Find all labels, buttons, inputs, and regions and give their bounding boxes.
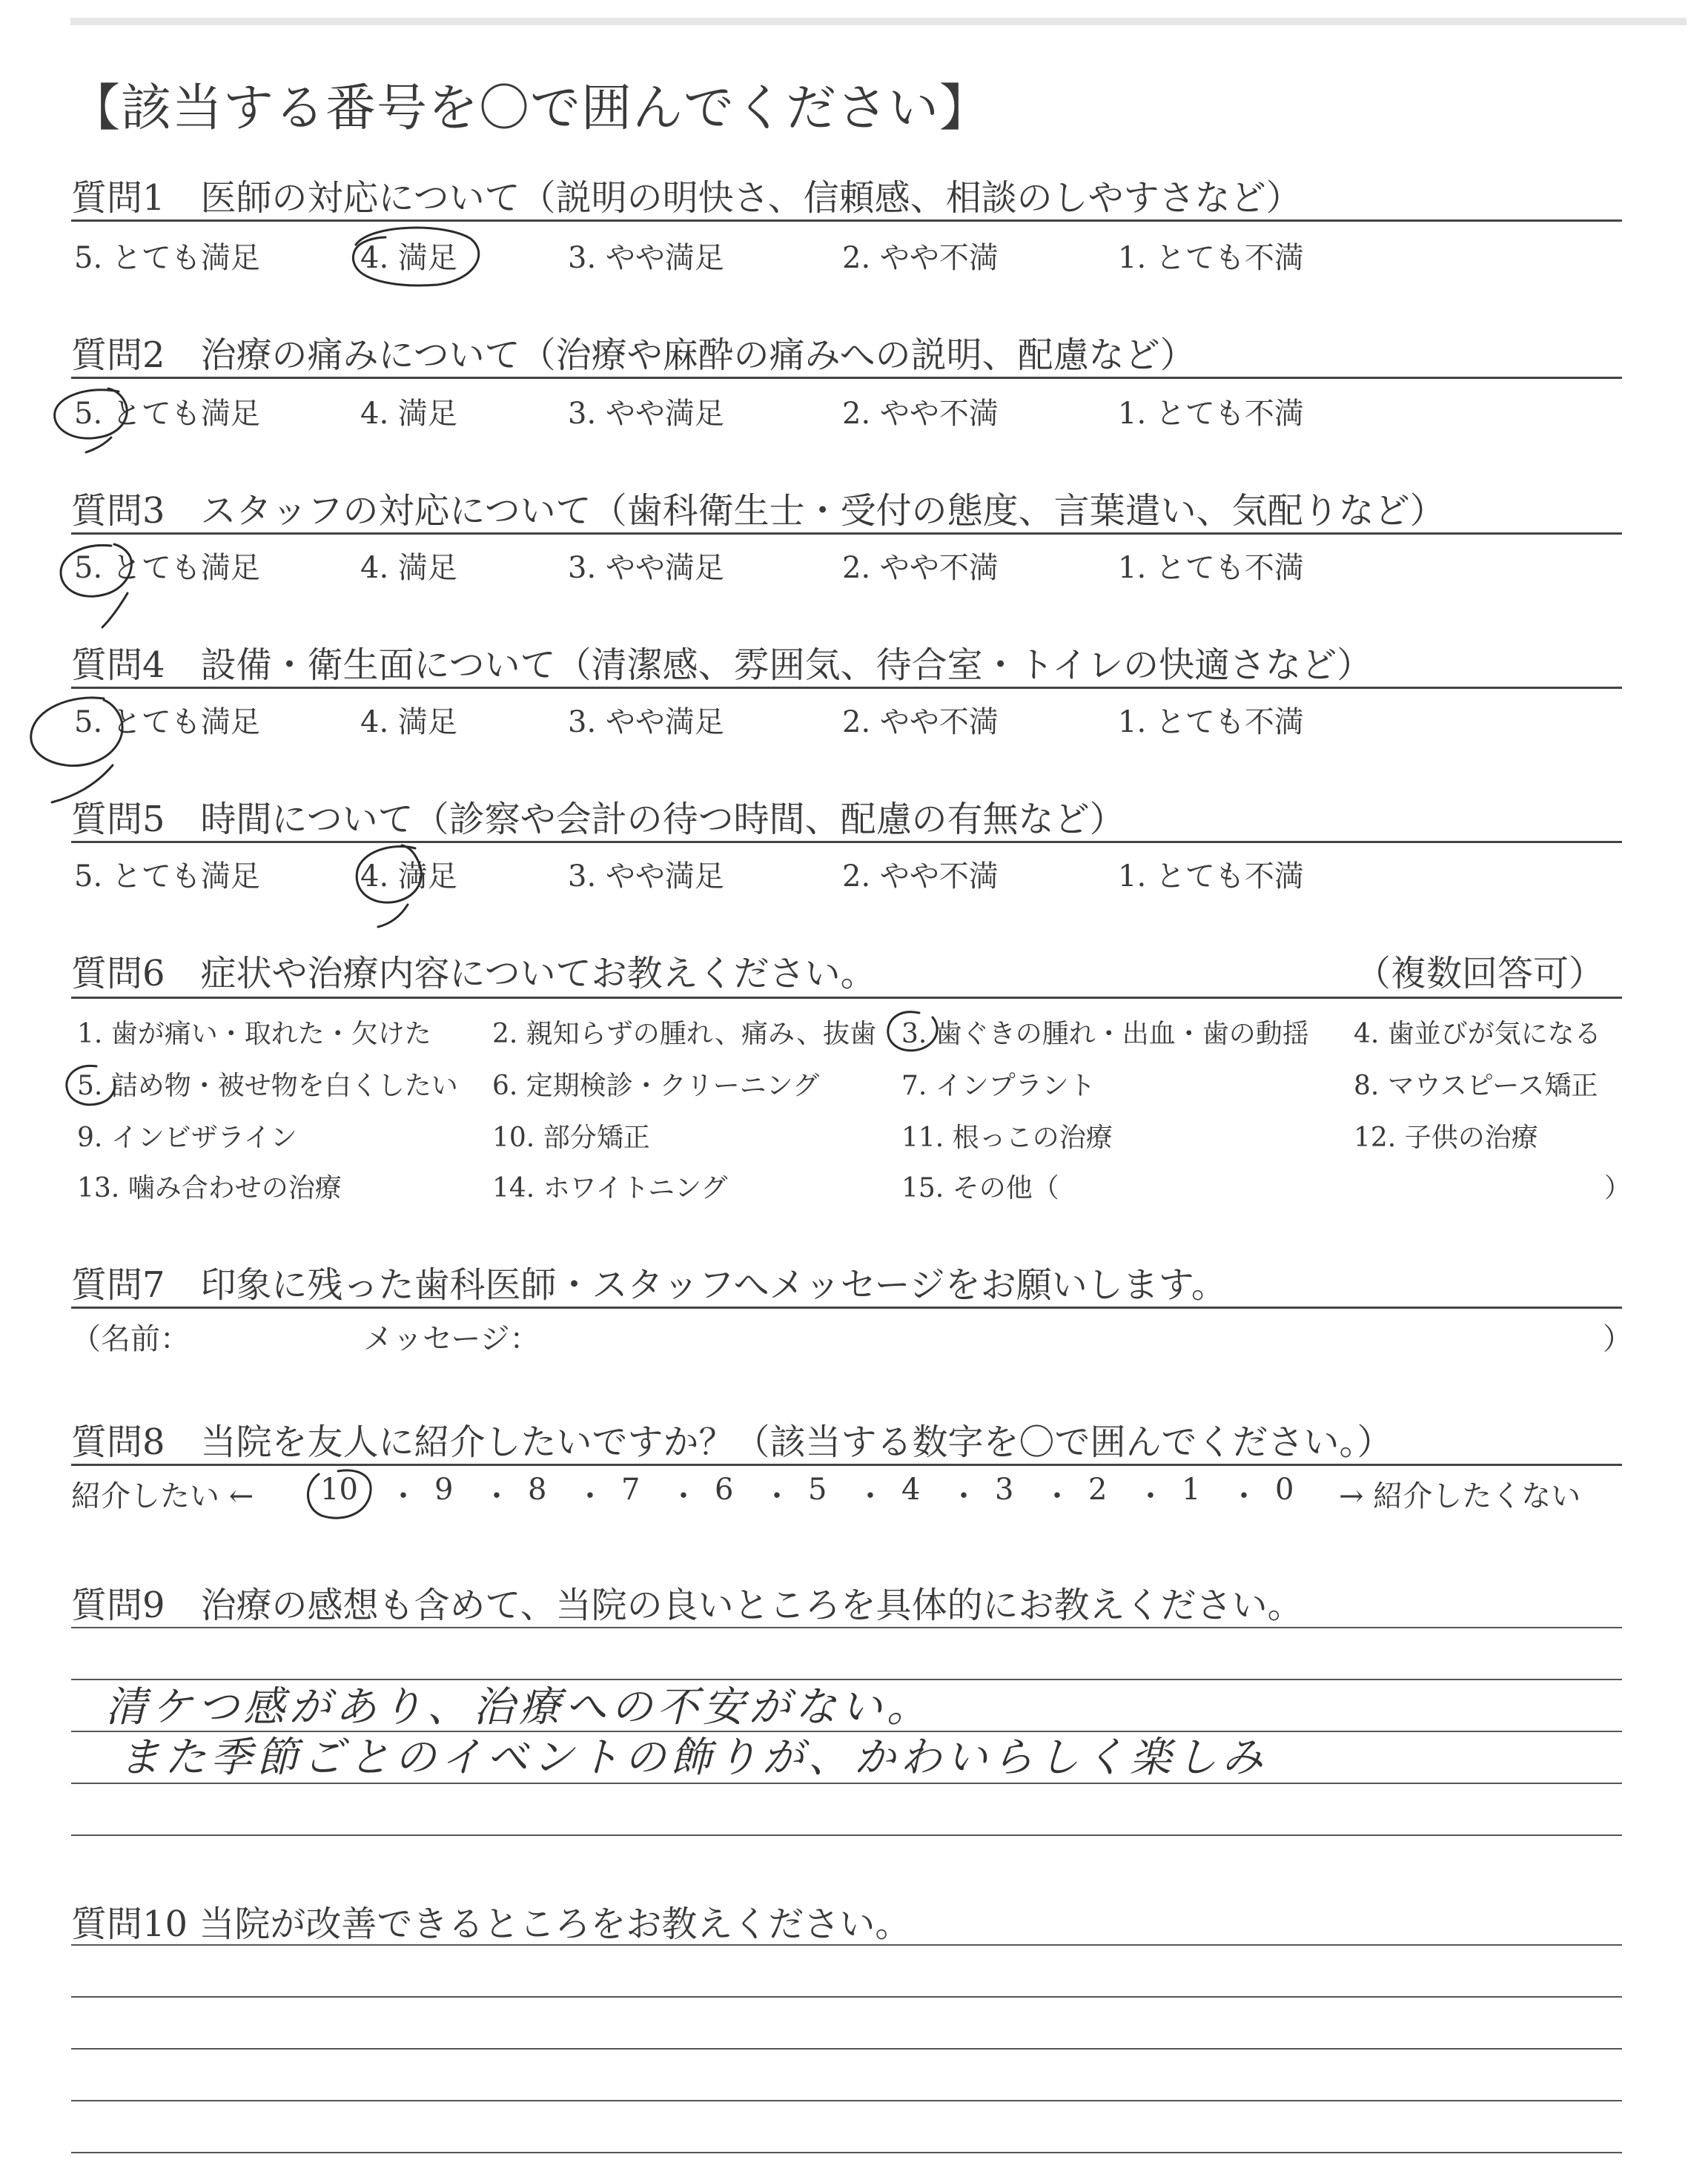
scale-8[interactable]: 8	[528, 1473, 547, 1507]
question-4-title: 質問4 設備・衛生面について（清潔感、雰囲気、待合室・トイレの快適さなど）	[71, 644, 1373, 686]
q8-answer-circle	[308, 1470, 371, 1518]
q1-option-4[interactable]: 4. 満足	[360, 241, 457, 275]
question-9-title: 質問9 治療の感想も含めて、当院の良いところを具体的にお教えください。	[71, 1585, 1303, 1626]
scale-dot: ・	[855, 1479, 885, 1513]
q4-answer-circle	[31, 698, 122, 802]
scale-dot: ・	[575, 1479, 605, 1513]
scale-7[interactable]: 7	[621, 1473, 640, 1507]
symptom-option[interactable]: 8. マウスピース矯正	[1354, 1071, 1598, 1101]
q6-answer3-circle	[888, 1012, 937, 1051]
q7-close-paren: ）	[1603, 1322, 1632, 1356]
q4-option-4[interactable]: 4. 満足	[360, 705, 457, 739]
symptom-option[interactable]: 2. 親知らずの腫れ、痛み、抜歯	[492, 1019, 877, 1049]
scale-1[interactable]: 1	[1182, 1473, 1201, 1507]
q9-handwritten-line-2: また季節ごとのイベントの飾りが、かわいらしく楽しみ	[119, 1734, 1268, 1782]
scale-dot: ・	[949, 1479, 979, 1513]
multiple-answers-note: （複数回答可）	[1355, 953, 1605, 994]
q3-option-5[interactable]: 5. とても満足	[74, 551, 260, 585]
q5-option-3[interactable]: 3. やや満足	[568, 859, 724, 894]
q4-option-3[interactable]: 3. やや満足	[568, 705, 724, 739]
scale-10[interactable]: 10	[320, 1473, 358, 1507]
scale-dot: ・	[1229, 1479, 1259, 1513]
scale-4[interactable]: 4	[901, 1473, 921, 1507]
symptom-option[interactable]: 14. ホワイトニング	[492, 1173, 728, 1203]
symptom-option-other[interactable]: 15. その他（	[901, 1173, 1059, 1203]
q1-option-1[interactable]: 1. とても不満	[1118, 241, 1304, 275]
q5-option-1[interactable]: 1. とても不満	[1118, 859, 1304, 894]
q2-option-3[interactable]: 3. やや満足	[568, 397, 724, 431]
symptom-option[interactable]: 3. 歯ぐきの腫れ・出血・歯の動揺	[901, 1019, 1309, 1049]
question-10-title: 質問10 当院が改善できるところをお教えください。	[71, 1903, 911, 1945]
scale-5[interactable]: 5	[808, 1473, 827, 1507]
symptom-option[interactable]: 13. 噛み合わせの治療	[77, 1173, 342, 1203]
q5-option-5[interactable]: 5. とても満足	[74, 859, 260, 894]
scale-0[interactable]: 0	[1275, 1473, 1294, 1507]
q3-option-1[interactable]: 1. とても不満	[1118, 551, 1304, 585]
scale-9[interactable]: 9	[434, 1473, 454, 1507]
symptom-option[interactable]: 5. 詰め物・被せ物を白くしたい	[77, 1071, 458, 1101]
q2-option-1[interactable]: 1. とても不満	[1118, 397, 1304, 431]
q3-option-2[interactable]: 2. やや不満	[842, 551, 999, 585]
q5-option-4[interactable]: 4. 満足	[360, 859, 457, 894]
q2-answer-circle	[55, 389, 128, 452]
q2-option-4[interactable]: 4. 満足	[360, 397, 457, 431]
scale-2[interactable]: 2	[1088, 1473, 1108, 1507]
scale-dot: ・	[482, 1479, 512, 1513]
scale-right-label: → 紹介したくない	[1339, 1479, 1581, 1513]
symptom-option[interactable]: 12. 子供の治療	[1354, 1123, 1538, 1153]
question-6-title: 質問6 症状や治療内容についてお教えください。	[71, 953, 876, 994]
question-7-title: 質問7 印象に残った歯科医師・スタッフへメッセージをお願いします。	[71, 1264, 1227, 1306]
q4-option-5[interactable]: 5. とても満足	[74, 705, 260, 739]
scale-dot: ・	[388, 1479, 418, 1513]
symptom-option[interactable]: 6. 定期検診・クリーニング	[492, 1071, 820, 1101]
q4-option-2[interactable]: 2. やや不満	[842, 705, 999, 739]
symptom-option[interactable]: 10. 部分矯正	[492, 1123, 650, 1153]
question-3-title: 質問3 スタッフの対応について（歯科衛生士・受付の態度、言葉遣い、気配りなど）	[71, 490, 1446, 532]
q3-option-4[interactable]: 4. 満足	[360, 551, 457, 585]
other-close-paren: ）	[1604, 1173, 1632, 1203]
symptom-option[interactable]: 11. 根っこの治療	[901, 1123, 1113, 1153]
q6-answer5-circle	[67, 1066, 115, 1104]
q3-option-3[interactable]: 3. やや満足	[568, 551, 724, 585]
scale-dot: ・	[762, 1479, 792, 1513]
q2-option-2[interactable]: 2. やや不満	[842, 397, 999, 431]
symptom-option[interactable]: 1. 歯が痛い・取れた・欠けた	[77, 1019, 431, 1049]
scale-6[interactable]: 6	[715, 1473, 734, 1507]
scale-dot: ・	[669, 1479, 698, 1513]
scale-3[interactable]: 3	[995, 1473, 1014, 1507]
question-5-title: 質問5 時間について（診察や会計の待つ時間、配慮の有無など）	[71, 799, 1125, 840]
question-1-title: 質問1 医師の対応について（説明の明快さ、信頼感、相談のしやすさなど）	[71, 177, 1302, 219]
symptom-option[interactable]: 4. 歯並びが気になる	[1354, 1019, 1601, 1049]
scale-dot: ・	[1042, 1479, 1072, 1513]
q4-option-1[interactable]: 1. とても不満	[1118, 705, 1304, 739]
scale-dot: ・	[1136, 1479, 1165, 1513]
q1-option-3[interactable]: 3. やや満足	[568, 241, 724, 275]
q9-handwritten-line-1: 清ケつ感があり、治療への不安がない。	[105, 1683, 933, 1731]
question-8-title: 質問8 当院を友人に紹介したいですか？（該当する数字を〇で囲んでください。）	[71, 1421, 1393, 1463]
q3-answer-circle	[61, 544, 131, 627]
q2-option-5[interactable]: 5. とても満足	[74, 397, 260, 431]
q1-option-5[interactable]: 5. とても満足	[74, 241, 260, 275]
scale-left-label: 紹介したい ←	[71, 1479, 254, 1513]
symptom-option[interactable]: 9. インビザライン	[77, 1123, 297, 1153]
symptom-option[interactable]: 7. インプラント	[901, 1071, 1096, 1101]
question-2-title: 質問2 治療の痛みについて（治療や麻酔の痛みへの説明、配慮など）	[71, 334, 1196, 376]
q7-message-field[interactable]: メッセージ：	[363, 1322, 540, 1356]
q5-answer-circle	[357, 845, 421, 927]
page-heading: 【該当する番号を〇で囲んでください】	[70, 79, 991, 138]
q7-name-field[interactable]: （名前：	[71, 1322, 190, 1356]
q5-option-2[interactable]: 2. やや不満	[842, 859, 999, 894]
q1-option-2[interactable]: 2. やや不満	[842, 241, 999, 275]
q1-answer-circle	[353, 228, 478, 285]
